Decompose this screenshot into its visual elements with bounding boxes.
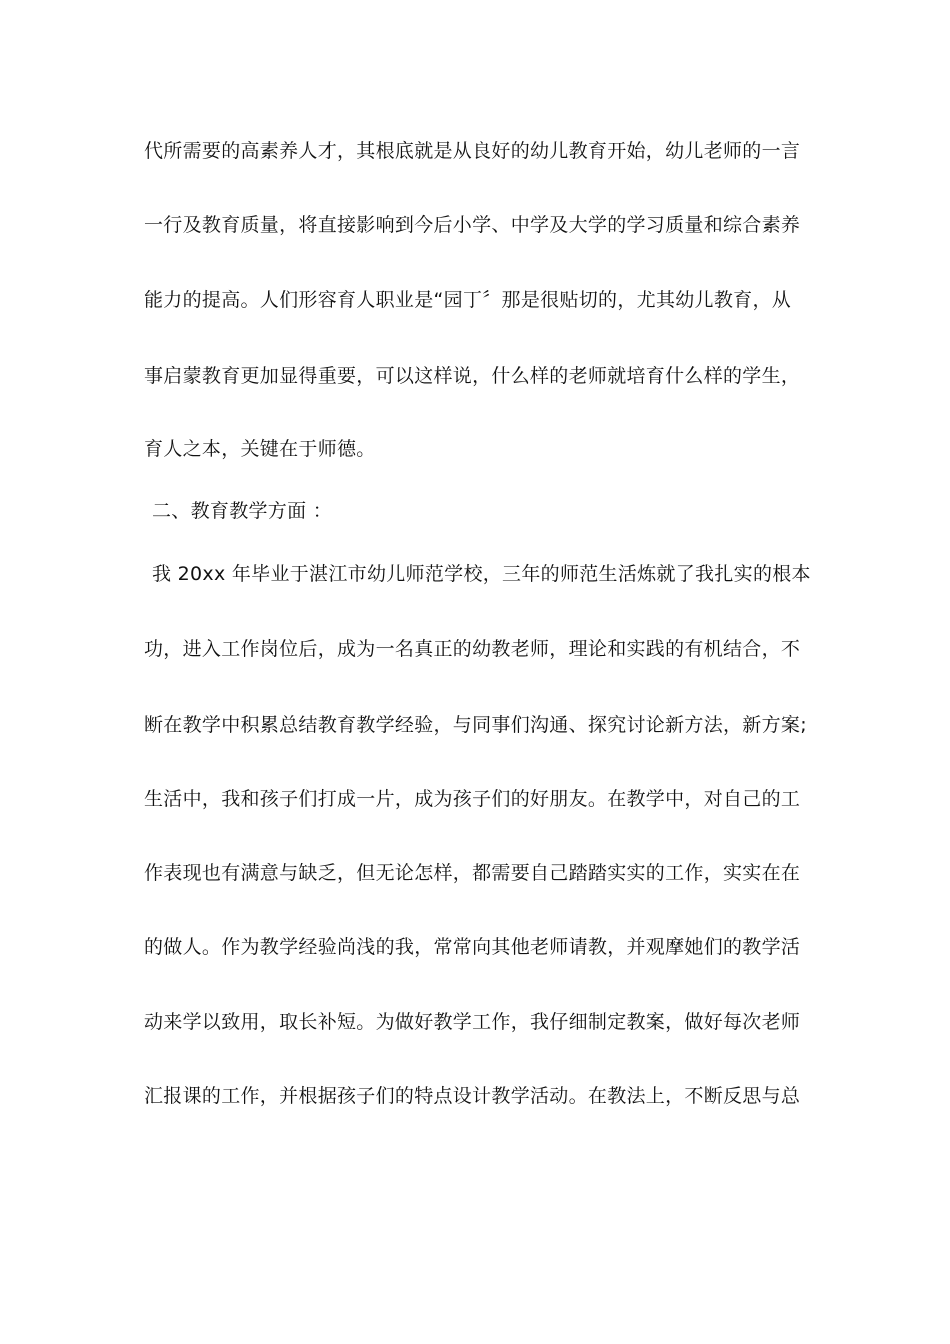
paragraph-line: 一行及教育质量，将直接影响到今后小学、中学及大学的学习质量和综合素养: [144, 214, 801, 236]
paragraph-line: 育人之本，关键在于师德。: [144, 438, 376, 460]
paragraph-line: 事启蒙教育更加显得重要，可以这样说，什么样的老师就培育什么样的学生，: [144, 365, 801, 387]
paragraph-line: 代所需要的高素养人才，其根底就是从良好的幼儿教育开始，幼儿老师的一言: [144, 140, 801, 162]
paragraph-line: 能力的提高。人们形容育人职业是“园丁〞那是很贴切的，尤其幼儿教育，从: [144, 289, 792, 311]
paragraph-line: 作表现也有满意与缺乏，但无论怎样，都需要自己踏踏实实的工作，实实在在: [144, 862, 801, 884]
paragraph-line: 生活中，我和孩子们打成一片，成为孩子们的好朋友。在教学中，对自己的工: [144, 788, 801, 810]
paragraph-line: 动来学以致用，取长补短。为做好教学工作，我仔细制定教案，做好每次老师: [144, 1011, 801, 1033]
paragraph-line: 功，进入工作岗位后，成为一名真正的幼教老师，理论和实践的有机结合，不: [144, 638, 801, 660]
paragraph-line: 的做人。作为教学经验尚浅的我，常常向其他老师请教，并观摩她们的教学活: [144, 936, 801, 958]
paragraph-line: 我 20xx 年毕业于湛江市幼儿师范学校，三年的师范生活炼就了我扎实的根本: [152, 563, 811, 585]
paragraph-line: 断在教学中积累总结教育教学经验，与同事们沟通、探究讨论新方法，新方案;: [144, 714, 807, 736]
paragraph-line: 汇报课的工作，并根据孩子们的特点设计教学活动。在教法上，不断反思与总: [144, 1085, 801, 1107]
section-heading: 二、教育教学方面 ：: [152, 500, 333, 522]
